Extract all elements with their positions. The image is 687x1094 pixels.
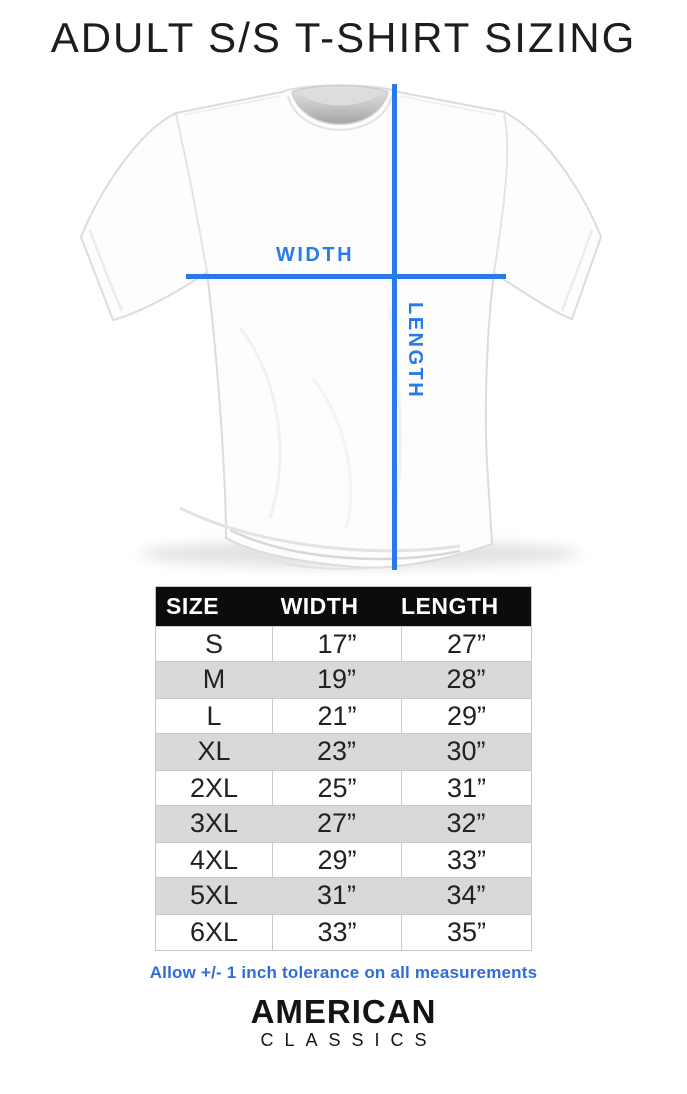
- brand-line2: CLASSICS: [260, 1030, 438, 1050]
- tshirt-image: [60, 78, 625, 576]
- brand-logo: [0, 995, 687, 1050]
- length-label: LENGTH: [404, 302, 426, 400]
- size-table: [155, 586, 532, 951]
- size-table-body: [156, 626, 531, 950]
- table-row: [156, 734, 531, 770]
- length-cell: 29”: [401, 699, 531, 733]
- width-cell: 23”: [316, 736, 357, 766]
- width-cell: 21”: [272, 699, 401, 733]
- length-cell: 27”: [401, 627, 531, 661]
- width-label: WIDTH: [275, 244, 355, 266]
- tshirt-measurement-diagram: [0, 78, 687, 578]
- brand-line1: AMERICAN: [250, 993, 437, 1030]
- table-row: [156, 770, 531, 806]
- size-cell: 4XL: [189, 845, 239, 875]
- size-cell: 5XL: [189, 880, 239, 910]
- length-cell: 32”: [446, 808, 486, 838]
- width-cell: 29”: [272, 843, 401, 877]
- table-row: [156, 842, 531, 878]
- size-cell: S: [204, 629, 223, 659]
- table-row: [156, 806, 531, 842]
- size-table-header: [156, 587, 531, 626]
- length-measure-line: [392, 84, 397, 570]
- width-measure-line: [186, 274, 506, 279]
- width-cell: 19”: [316, 664, 357, 694]
- size-cell: M: [202, 664, 226, 694]
- size-cell: XL: [197, 736, 231, 766]
- width-cell: 33”: [272, 915, 401, 950]
- size-cell: 6XL: [189, 917, 239, 947]
- tolerance-note: Allow +/- 1 inch tolerance on all measurements: [149, 963, 538, 982]
- size-cell: L: [206, 701, 222, 731]
- length-cell: 31”: [401, 771, 531, 805]
- table-row: [156, 878, 531, 914]
- page-title: ADULT S/S T-SHIRT SIZING: [50, 14, 637, 61]
- length-cell: 34”: [446, 880, 486, 910]
- header-length: LENGTH: [401, 593, 499, 619]
- header-width: WIDTH: [280, 593, 359, 619]
- width-cell: 25”: [272, 771, 401, 805]
- width-cell: 17”: [272, 627, 401, 661]
- length-cell: 30”: [446, 736, 486, 766]
- length-cell: 33”: [401, 843, 531, 877]
- table-row: [156, 626, 531, 662]
- width-cell: 27”: [316, 808, 357, 838]
- table-row: [156, 914, 531, 950]
- table-row: [156, 662, 531, 698]
- width-cell: 31”: [316, 880, 357, 910]
- size-cell: 3XL: [189, 808, 239, 838]
- size-cell: 2XL: [189, 773, 239, 803]
- table-row: [156, 698, 531, 734]
- length-cell: 35”: [401, 915, 531, 950]
- header-size: SIZE: [166, 593, 220, 619]
- length-cell: 28”: [446, 664, 486, 694]
